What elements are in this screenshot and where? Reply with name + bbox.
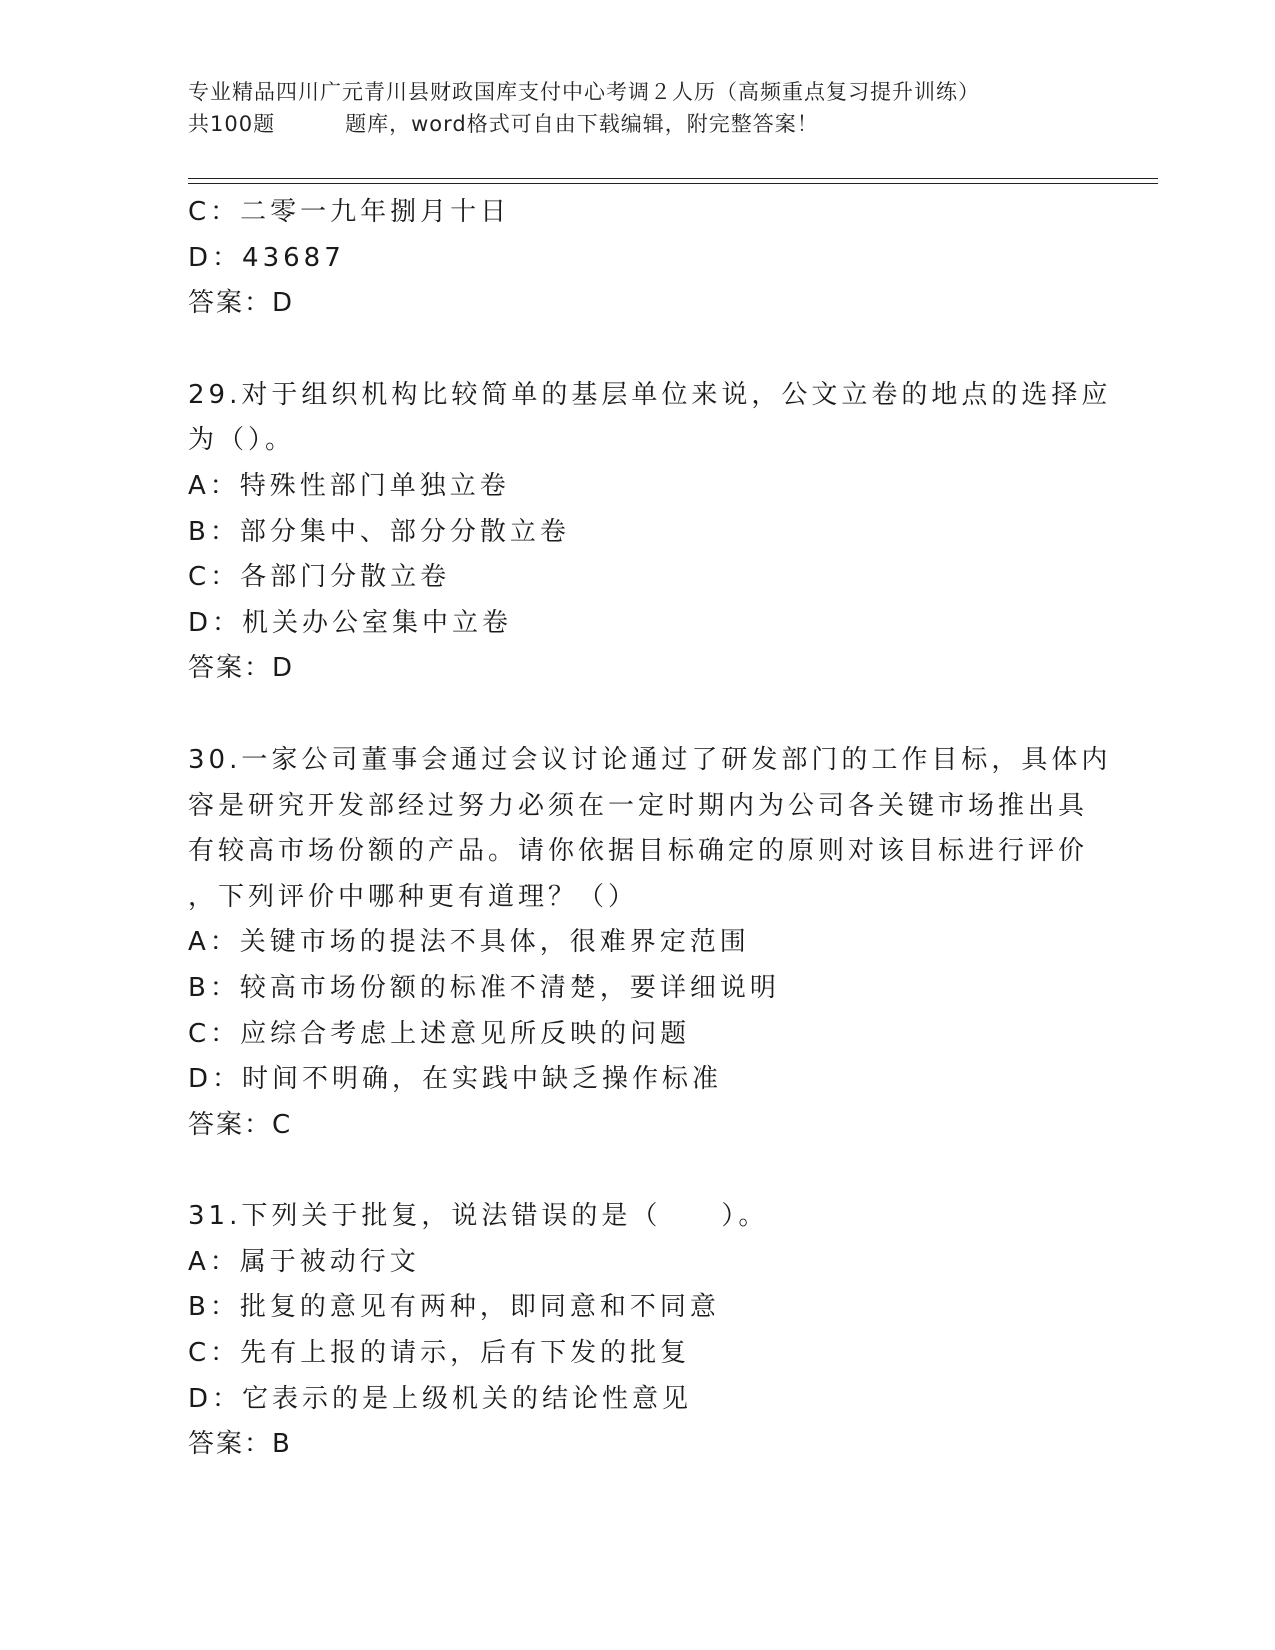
header-title-line2 (188, 108, 1088, 140)
option-c: C：二零一九年捌月十日 (188, 197, 511, 227)
question-content (188, 190, 1112, 1468)
option-d: D：43687 (188, 242, 345, 273)
header-divider-bottom (188, 183, 1158, 184)
question-text-line: 容是研究开发部经过努力必须在一定时期内为公司各关键市场推出具 (188, 790, 1089, 821)
option-c: C：应综合考虑上述意见所反映的问题 (188, 1018, 691, 1049)
question-text-line: ，下列评价中哪种更有道理？（） (188, 881, 639, 912)
answer: 答案：D (188, 288, 295, 319)
question-text-line: 30.一家公司董事会通过会议讨论通过了研发部门的工作目标，具体内 (188, 744, 1112, 775)
answer: 答案：D (188, 653, 295, 684)
option-a: A：关键市场的提法不具体，很难界定范围 (188, 927, 750, 958)
header-divider-top (188, 178, 1158, 179)
option-d: D：它表示的是上级机关的结论性意见 (188, 1383, 693, 1414)
option-a: A：属于被动行文 (188, 1246, 420, 1277)
question-text-line: 29.对于组织机构比较简单的基层单位来说，公文立卷的地点的选择应 (188, 379, 1112, 410)
option-c: C：先有上报的请示，后有下发的批复 (188, 1338, 691, 1369)
answer: 答案：C (188, 1109, 293, 1140)
page-header (188, 76, 1088, 140)
question-text-line: 为（）。 (188, 425, 296, 456)
option-d: D：时间不明确，在实践中缺乏操作标准 (188, 1064, 723, 1095)
question-29 (188, 373, 1112, 692)
question-text-line: 有较高市场份额的产品。请你依据目标确定的原则对该目标进行评价 (188, 836, 1089, 867)
question-31 (188, 1194, 1088, 1468)
option-b: B：部分集中、部分分散立卷 (188, 516, 570, 547)
question-30 (188, 738, 1112, 1148)
question-text-line: 31.下列关于批复，说法错误的是（ ）。 (188, 1201, 769, 1232)
option-b: B：较高市场份额的标准不清楚，要详细说明 (188, 972, 780, 1003)
header-title-line1: 专业精品四川广元青川县财政国库支付中心考调２人历（高频重点复习提升训练） (188, 80, 980, 104)
header-question-count: 共100题 (188, 112, 276, 136)
option-d: D：机关办公室集中立卷 (188, 607, 513, 638)
option-c: C：各部门分散立卷 (188, 562, 451, 593)
option-a: A：特殊性部门单独立卷 (188, 470, 510, 501)
question-28-continued (188, 190, 1088, 327)
answer: 答案：B (188, 1429, 292, 1460)
header-description: 题库，word格式可自由下载编辑，附完整答案！ (345, 112, 819, 136)
option-b: B：批复的意见有两种，即同意和不同意 (188, 1292, 720, 1323)
